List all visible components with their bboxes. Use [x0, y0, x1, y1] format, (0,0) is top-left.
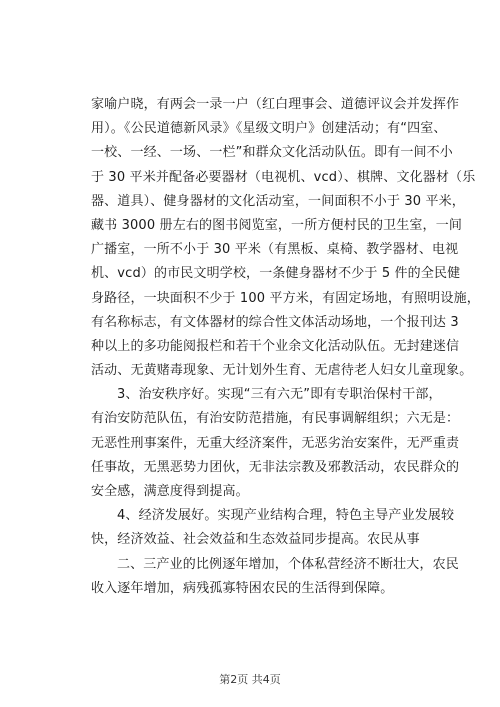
paragraph-start-line: 二、三产业的比例逐年增加，个体私营经济不断壮大，农民: [117, 556, 459, 572]
text-line: 一校、一经、一场、一栏”和群众文化活动队伍。即有一间不小: [91, 145, 453, 161]
text-line: 用）。《公民道德新风录》《星级文明户》创建活动；有“四室、: [91, 121, 447, 137]
text-line: 广播室，一所不小于 30 平米（有黑板、桌椅、教学器材、电视: [91, 242, 459, 258]
text-line: 收入逐年增加，病残孤寡特困农民的生活得到保障。: [91, 580, 394, 596]
text-line: 任事故，无黑恶势力团伙，无非法宗教及邪教活动，农民群众的: [91, 459, 460, 475]
body-text: [91, 93, 480, 601]
text-line: 家喻户晓，有两会一录一户（红白理事会、道德评议会并发挥作: [91, 97, 460, 112]
text-line: 机、vcd）的市民文明学校，一条健身器材不少于 5 件的全民健: [91, 266, 461, 282]
text-line: 器、道具）、健身器材的文化活动室，一间面积不小于 30 平米，: [91, 193, 465, 209]
paragraph-start-line: 4、经济发展好。实现产业结构合理，特色主导产业发展较: [117, 508, 455, 524]
paragraph-start-line: 3、治安秩序好。实现“三有六无”即有专职治保村干部，: [117, 387, 442, 403]
text-line: 藏书 3000 册左右的图书阅览室，一所方便村民的卫生室，一间: [91, 217, 462, 233]
text-line: 安全感，满意度得到提高。: [91, 484, 249, 499]
text-line: 活动、无黄赌毒现象、无计划外生育、无虐待老人妇女儿童现象。: [91, 363, 473, 379]
text-line: 于 30 平米并配备必要器材（电视机、vcd）、棋牌、文化器材（乐: [91, 169, 476, 185]
text-line: 有治安防范队伍，有治安防范措施，有民事调解组织；六无是：: [91, 411, 460, 427]
text-line: 快，经济效益、社会效益和生态效益同步提高。农民从事: [91, 532, 420, 548]
text-line: 无恶性刑事案件，无重大经济案件，无恶劣治安案件，无严重责: [91, 435, 460, 451]
text-line: 种以上的多功能阅报栏和若干个业余文化活动队伍。无封建迷信: [91, 338, 460, 354]
text-line: 有名称标志，有文体器材的综合性文体活动场地，一个报刊达 3: [91, 314, 459, 330]
page-number-footer: 第2页 共4页: [219, 673, 281, 686]
text-line: 身路径，一块面积不少于 100 平方米，有固定场地，有照明设施，: [91, 290, 480, 306]
